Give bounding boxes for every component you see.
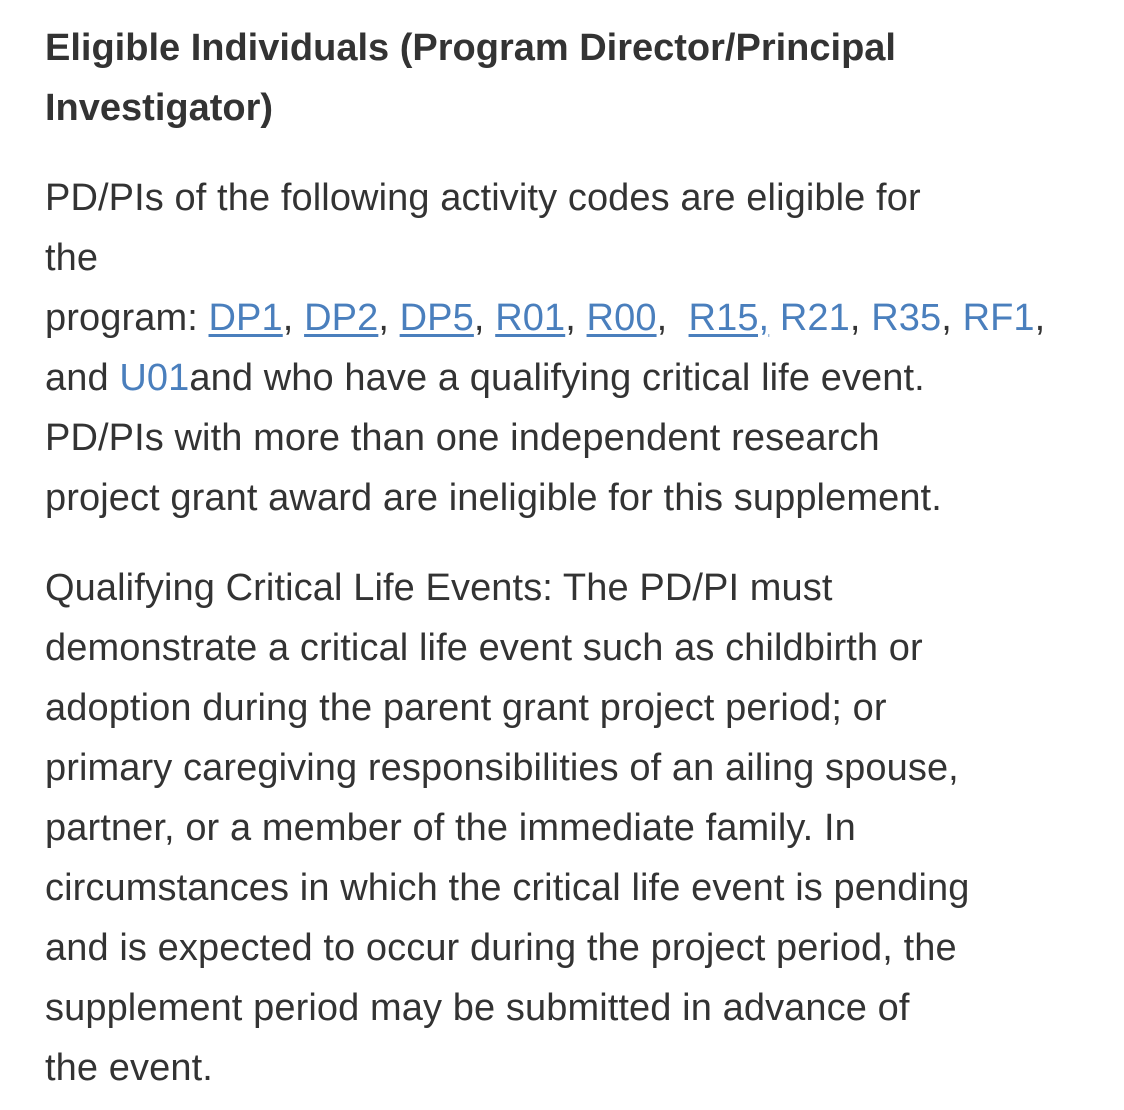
events-line: Qualifying Critical Life Events: The PD/PI must	[45, 567, 833, 609]
events-line: circumstances in which the critical life event is pending	[45, 867, 970, 909]
activity-code-link-r01[interactable]: R01	[495, 297, 566, 339]
events-line: the event.	[45, 1047, 213, 1089]
activity-code-link-r35[interactable]: R35	[871, 297, 942, 339]
eligibility-line-2: the	[45, 237, 99, 279]
eligibility-line-6: project grant award are ineligible for this supplement.	[45, 477, 942, 519]
program-prefix: program:	[45, 297, 209, 339]
events-line: adoption during the parent grant project period; or	[45, 687, 887, 729]
eligibility-line-1: PD/PIs of the following activity codes are eligible for	[45, 177, 921, 219]
activity-code-link-r00[interactable]: R00	[586, 297, 657, 339]
events-line: and is expected to occur during the project period, the	[45, 927, 957, 969]
heading-line-1: Eligible Individuals (Program Director/Principal	[45, 27, 896, 69]
activity-code-link-u01[interactable]: U01	[119, 357, 190, 399]
activity-code-link-dp5[interactable]: DP5	[399, 297, 474, 339]
after-codes-text: and who have a qualifying critical life event.	[189, 357, 925, 399]
eligibility-paragraph	[45, 168, 1124, 528]
eligibility-line-5: PD/PIs with more than one independent research	[45, 417, 880, 459]
events-line: primary caregiving responsibilities of an ailing spouse,	[45, 747, 959, 789]
activity-code-link-dp1[interactable]: DP1	[208, 297, 283, 339]
activity-code-link-r15[interactable]: R15,	[688, 297, 770, 339]
activity-code-link-rf1[interactable]: RF1	[962, 297, 1035, 339]
heading-line-2: Investigator)	[45, 87, 274, 129]
events-line: partner, or a member of the immediate family. In	[45, 807, 856, 849]
section-heading	[45, 18, 1124, 138]
critical-life-events-paragraph	[45, 558, 1124, 1098]
events-line: demonstrate a critical life event such as childbirth or	[45, 627, 923, 669]
events-line: supplement period may be submitted in advance of	[45, 987, 910, 1029]
and-word: and	[45, 357, 120, 399]
activity-codes-line: program: DP1, DP2, DP5, R01, R00, R15, R21, R35, RF1,	[45, 297, 1046, 339]
activity-code-link-dp2[interactable]: DP2	[304, 297, 379, 339]
eligibility-line-4	[45, 348, 1124, 408]
activity-code-link-r21[interactable]: R21	[779, 297, 850, 339]
document-page	[45, 18, 1124, 1098]
